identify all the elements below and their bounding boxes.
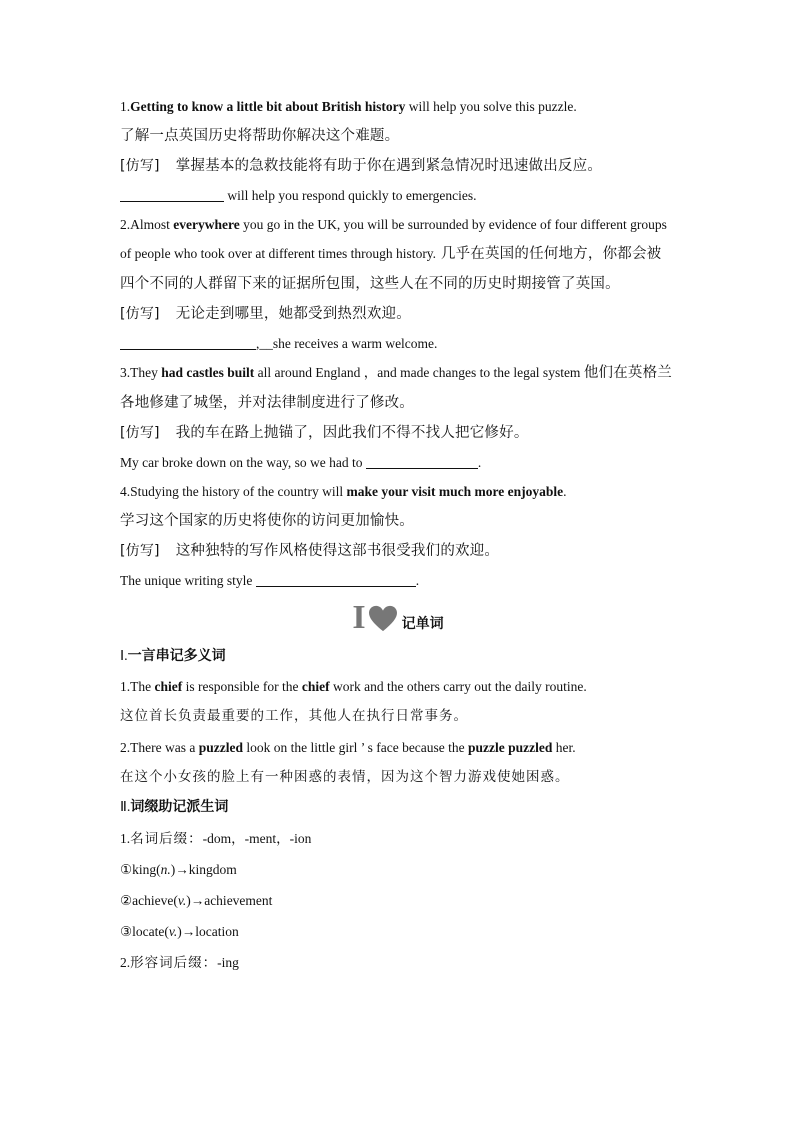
section-number: Ⅱ.	[120, 800, 131, 815]
sentence-4-imitate	[120, 536, 676, 566]
imitate-tag: [仿写]	[120, 425, 160, 441]
key-word: puzzled	[508, 740, 553, 755]
exercise-punct: .	[477, 455, 482, 470]
key-phrase: Getting to know a little bit about British history	[130, 99, 406, 114]
imitate-tag: [仿写]	[120, 306, 160, 322]
paren: )	[186, 893, 191, 908]
base-word: achieve(	[132, 893, 178, 908]
paren: )	[177, 924, 182, 939]
derivation-item-1	[120, 854, 676, 885]
example-text: work and the others carry out the daily routine.	[329, 679, 587, 694]
polysemy-example-1	[120, 672, 676, 701]
exercise-text: The unique writing style	[120, 573, 256, 588]
logo-letter: I	[352, 599, 366, 636]
polysemy-example-2-translation: 在这个小女孩的脸上有一种困惑的表情，因为这个智力游戏使她困惑。	[120, 769, 570, 785]
base-word: locate(	[132, 924, 169, 939]
example-text: The	[130, 679, 155, 694]
item-mark: ③	[120, 924, 133, 939]
adjective-suffix-row	[120, 947, 676, 978]
sentence-4-exercise	[120, 566, 676, 595]
imitate-prompt: 无论走到哪里，她都受到热烈欢迎。	[175, 306, 411, 322]
sentence-number: 3.	[120, 365, 131, 380]
imitate-tag: [仿写]	[120, 158, 160, 174]
exercise-punct: .	[415, 573, 420, 588]
heart-icon	[368, 605, 398, 633]
key-word: chief	[301, 679, 330, 694]
section-2-title	[120, 792, 676, 823]
item-mark: ①	[120, 862, 133, 877]
derivation-item-3	[120, 916, 676, 947]
noun-suffix-row	[120, 823, 676, 854]
sentence-2-imitate	[120, 299, 676, 329]
key-phrase: everywhere	[173, 217, 240, 232]
section-1-title	[120, 641, 676, 672]
key-phrase: make your visit much more enjoyable	[346, 484, 564, 499]
heading-text: 记单词	[401, 616, 444, 632]
sentence-2-exercise	[120, 329, 676, 358]
sentence-number: 2.	[120, 217, 131, 232]
key-word: puzzled	[198, 740, 243, 755]
sub-number: 2.	[120, 955, 131, 970]
section-title: 一言串记多义词	[127, 648, 226, 664]
example-number: 1.	[120, 679, 131, 694]
sentence-1-translation: 了解一点英国历史将帮助你解决这个难题。	[120, 128, 400, 144]
sentence-text: will help you solve this puzzle.	[405, 99, 577, 114]
sentence-text: all around England ，and made changes to the legal system	[254, 365, 584, 380]
sentence-1-imitate	[120, 151, 676, 181]
sentence-number: 4.	[120, 484, 131, 499]
derived-word: achievement	[204, 893, 273, 908]
paren: )	[170, 862, 176, 877]
polysemy-example-2	[120, 733, 676, 762]
sentence-2-translation: 几乎在英国的任何地方，你都会被四个不同的人群留下来的证据所包围，这些人在不同的历史时期接管了英国。	[120, 246, 662, 292]
sentence-1-exercise	[120, 181, 676, 210]
answer-blank[interactable]	[256, 572, 416, 587]
example-number: 2.	[120, 740, 131, 755]
answer-blank[interactable]	[366, 454, 478, 469]
derived-word: kingdom	[188, 862, 237, 877]
sentence-text: .	[563, 484, 567, 499]
sentence-3-exercise	[120, 448, 676, 477]
vocab-heading	[120, 599, 676, 637]
arrow-icon: →	[175, 862, 189, 877]
sub-label: 名词后缀：	[130, 831, 203, 847]
part-of-speech: v.	[168, 924, 178, 939]
sub-label: 形容词后缀：	[130, 955, 218, 971]
answer-blank[interactable]	[120, 187, 224, 202]
imitate-prompt: 掌握基本的急救技能将有助于你在遇到紧急情况时迅速做出反应。	[175, 158, 603, 174]
sentence-2	[120, 210, 676, 299]
derivation-item-2	[120, 885, 676, 916]
answer-blank[interactable]	[120, 335, 256, 350]
section-title: 词缀助记派生词	[130, 799, 229, 815]
key-word: puzzle	[468, 740, 505, 755]
example-text: is responsible for the	[182, 679, 302, 694]
sentence-3-imitate	[120, 418, 676, 448]
imitate-prompt: 我的车在路上抛锚了，因此我们不得不找人把它修好。	[175, 425, 529, 441]
arrow-icon: →	[181, 924, 196, 939]
sentence-text: Studying the history of the country will	[130, 484, 347, 499]
base-word: king(	[132, 862, 161, 877]
item-mark: ②	[120, 893, 133, 908]
sentence-3-translation: 他们在英格兰各地修建了城堡，并对法律制度进行了修改。	[120, 365, 673, 411]
section-number: Ⅰ.	[120, 649, 128, 664]
example-text: her.	[552, 740, 576, 755]
sentence-4	[120, 477, 676, 506]
sub-number: 1.	[120, 831, 131, 846]
sentence-3	[120, 358, 676, 418]
imitate-tag: [仿写]	[120, 543, 160, 559]
suffix-list: -dom，-ment，-ion	[202, 831, 312, 846]
polysemy-example-1-translation: 这位首长负责最重要的工作，其他人在执行日常事务。	[120, 708, 468, 724]
sentence-4-translation: 学习这个国家的历史将使你的访问更加愉快。	[120, 513, 414, 529]
arrow-icon: →	[190, 893, 205, 908]
suffix-list: -ing	[217, 955, 239, 970]
exercise-text: My car broke down on the way, so we had to	[120, 455, 366, 470]
sentence-text: They	[130, 365, 162, 380]
key-phrase: had castles built	[161, 365, 255, 380]
sentence-number: 1.	[120, 99, 131, 114]
heading-logo	[352, 599, 444, 636]
example-text: There was a	[130, 740, 199, 755]
example-text: look on the little girl ’ s face because the	[242, 740, 469, 755]
exercise-text: will help you respond quickly to emergencies.	[224, 188, 477, 203]
key-word: chief	[154, 679, 183, 694]
part-of-speech: n.	[160, 862, 171, 877]
sentence-text: you go in the UK, you will be surrounded by evidence of four different groups of people who took over at different times through history.	[120, 217, 667, 261]
exercise-text: ,__she receives a warm welcome.	[256, 336, 438, 351]
part-of-speech: v.	[177, 893, 187, 908]
sentence-1	[120, 92, 676, 121]
document-content	[120, 92, 676, 978]
sentence-text: Almost	[130, 217, 174, 232]
imitate-prompt: 这种独特的写作风格使得这部书很受我们的欢迎。	[175, 543, 500, 559]
derived-word: location	[195, 924, 239, 939]
